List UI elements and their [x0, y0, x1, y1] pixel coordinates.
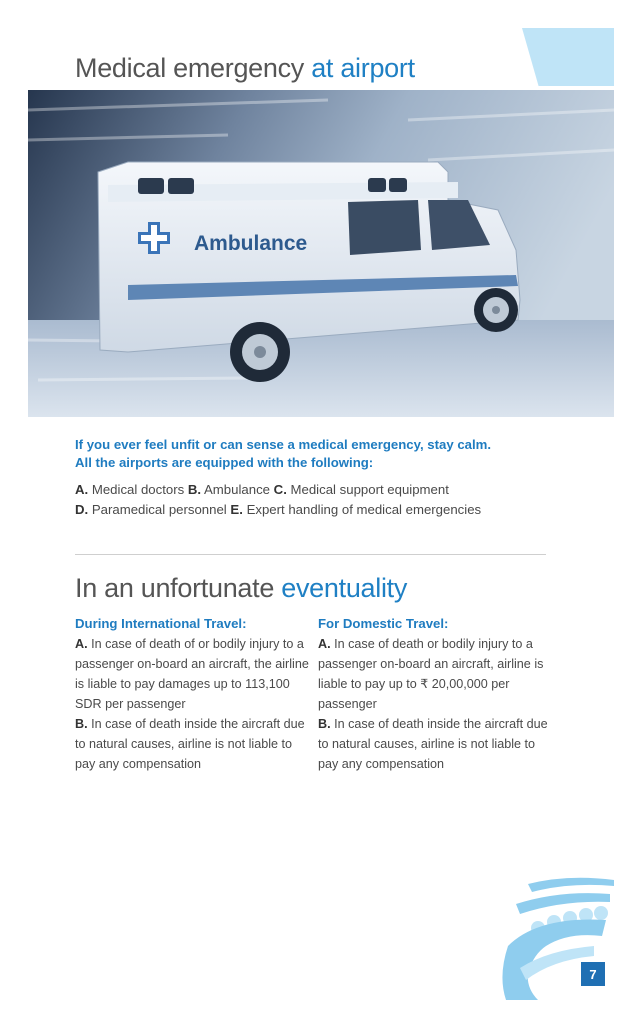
facility-text: Paramedical personnel — [91, 502, 227, 517]
intro-line-2: All the airports are equipped with the following: — [75, 455, 374, 470]
item-text: In case of death or bodily injury to a passenger on-board an aircraft, airline is liable to pay up to ₹ 20,00,000 per passenger — [318, 637, 544, 711]
facility-text: Ambulance — [204, 482, 270, 497]
item-text: In case of death inside the aircraft due to natural causes, airline is not liable to pay any compensation — [75, 717, 305, 771]
ambulance-photo — [28, 90, 614, 417]
facility-text: Medical support equipment — [290, 482, 449, 497]
international-item-a — [75, 634, 310, 714]
facility-text: Expert handling of medical emergencies — [246, 502, 482, 517]
corner-accent-tab — [522, 28, 614, 86]
item-letter: B. — [75, 717, 88, 731]
item-letter: B. — [318, 717, 331, 731]
facility-letter: D. — [75, 502, 89, 517]
domestic-item-a — [318, 634, 553, 714]
section-title — [75, 573, 407, 604]
international-item-b — [75, 714, 310, 774]
page-title-accent: at airport — [311, 53, 415, 83]
section-title-plain: In an unfortunate — [75, 573, 275, 603]
facilities-line-1 — [75, 480, 595, 500]
item-text: In case of death inside the aircraft due to natural causes, airline is not liable to pay any compensation — [318, 717, 548, 771]
section-title-accent: eventuality — [281, 573, 408, 603]
facility-letter: E. — [230, 502, 243, 517]
page-title-plain: Medical emergency — [75, 53, 305, 83]
domestic-heading: For Domestic Travel: — [318, 616, 449, 631]
international-heading: During International Travel: — [75, 616, 247, 631]
facilities-list — [75, 480, 595, 520]
facilities-line-2 — [75, 500, 595, 520]
ambulance-label: Ambulance — [194, 232, 308, 255]
section-divider — [75, 554, 546, 555]
page-number-badge: 7 — [581, 962, 605, 986]
item-text: In case of death of or bodily injury to a passenger on-board an aircraft, the airline is liable to pay damages up to 113,100 SDR per passenger — [75, 637, 309, 711]
facility-letter: A. — [75, 482, 89, 497]
intro-text — [75, 436, 575, 472]
page-title — [75, 53, 415, 84]
international-travel-column — [75, 614, 310, 774]
intro-line-1: If you ever feel unfit or can sense a medical emergency, stay calm. — [75, 437, 492, 452]
facility-text: Medical doctors — [91, 482, 185, 497]
item-letter: A. — [75, 637, 88, 651]
domestic-item-b — [318, 714, 553, 774]
item-letter: A. — [318, 637, 331, 651]
facility-letter: B. — [187, 482, 202, 497]
domestic-travel-column — [318, 614, 553, 774]
facility-letter: C. — [273, 482, 287, 497]
